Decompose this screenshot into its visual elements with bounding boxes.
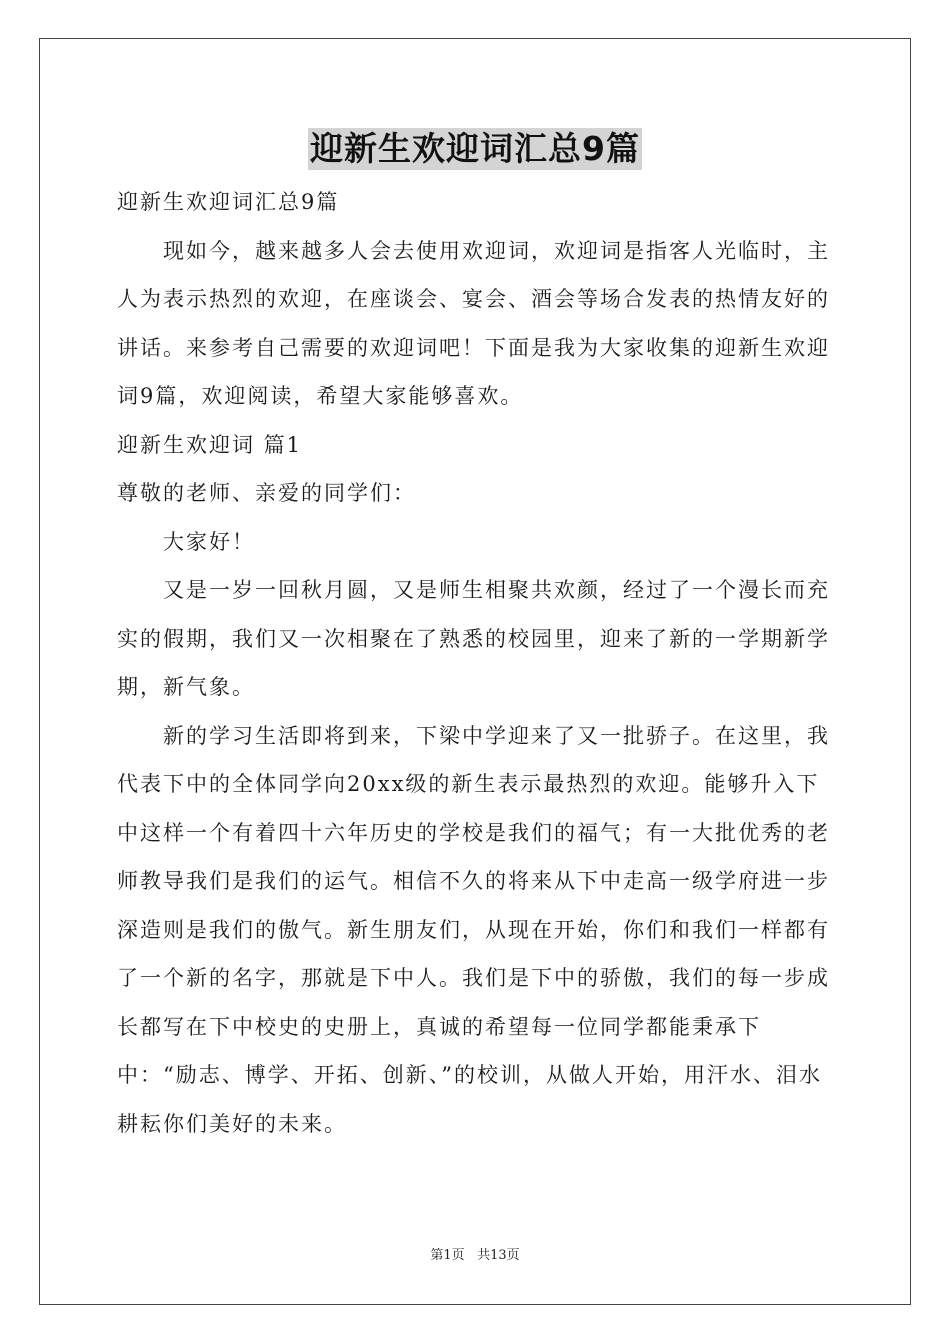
paragraph: 新的学习生活即将到来，下梁中学迎来了又一批骄子。在这里，我代表下中的全体同学向20xx级的新生表示最热烈的欢迎。能够升入下中这样一个有着四十六年历史的学校是我们的福气；有一大批优秀的老师教导我们是我们的运气。相信不久的将来从下中走高一级学府进一步深造则是我们的傲气。新生朋友们，从现在开始，你们和我们一样都有了一个新的名字，那就是下中人。我们是下中的骄傲，我们的每一步成长都写在下中校史的史册上，真诚的希望每一位同学都能秉承下中：“励志、博学、开拓、创新、”的校训，从做人开始，用汗水、泪水耕耘你们美好的未来。 — [117, 723, 830, 1136]
page-number: 第1页 — [430, 1248, 465, 1263]
section-heading: 迎新生欢迎词 篇1 — [117, 432, 303, 457]
salutation: 尊敬的老师、亲爱的同学们： — [117, 481, 416, 505]
document-title: 迎新生欢迎词汇总9篇 — [310, 129, 640, 168]
page-total: 共13页 — [477, 1248, 520, 1263]
page-footer — [0, 1247, 950, 1265]
document-body — [117, 178, 835, 1148]
paragraph: 现如今，越来越多人会去使用欢迎词，欢迎词是指客人光临时，主人为表示热烈的欢迎，在座谈会、宴会、酒会等场合发表的热情友好的讲话。来参考自己需要的欢迎词吧！下面是我为大家收集的迎新生欢迎词9篇，欢迎阅读，希望大家能够喜欢。 — [117, 238, 830, 408]
paragraph: 又是一岁一回秋月圆，又是师生相聚共欢颜，经过了一个漫长而充实的假期，我们又一次相聚在了熟悉的校园里，迎来了新的一学期新学期，新气象。 — [117, 578, 830, 699]
greeting: 大家好！ — [163, 529, 255, 554]
title-wrap — [0, 128, 950, 170]
paragraph: 迎新生欢迎词汇总9篇 — [117, 190, 340, 214]
